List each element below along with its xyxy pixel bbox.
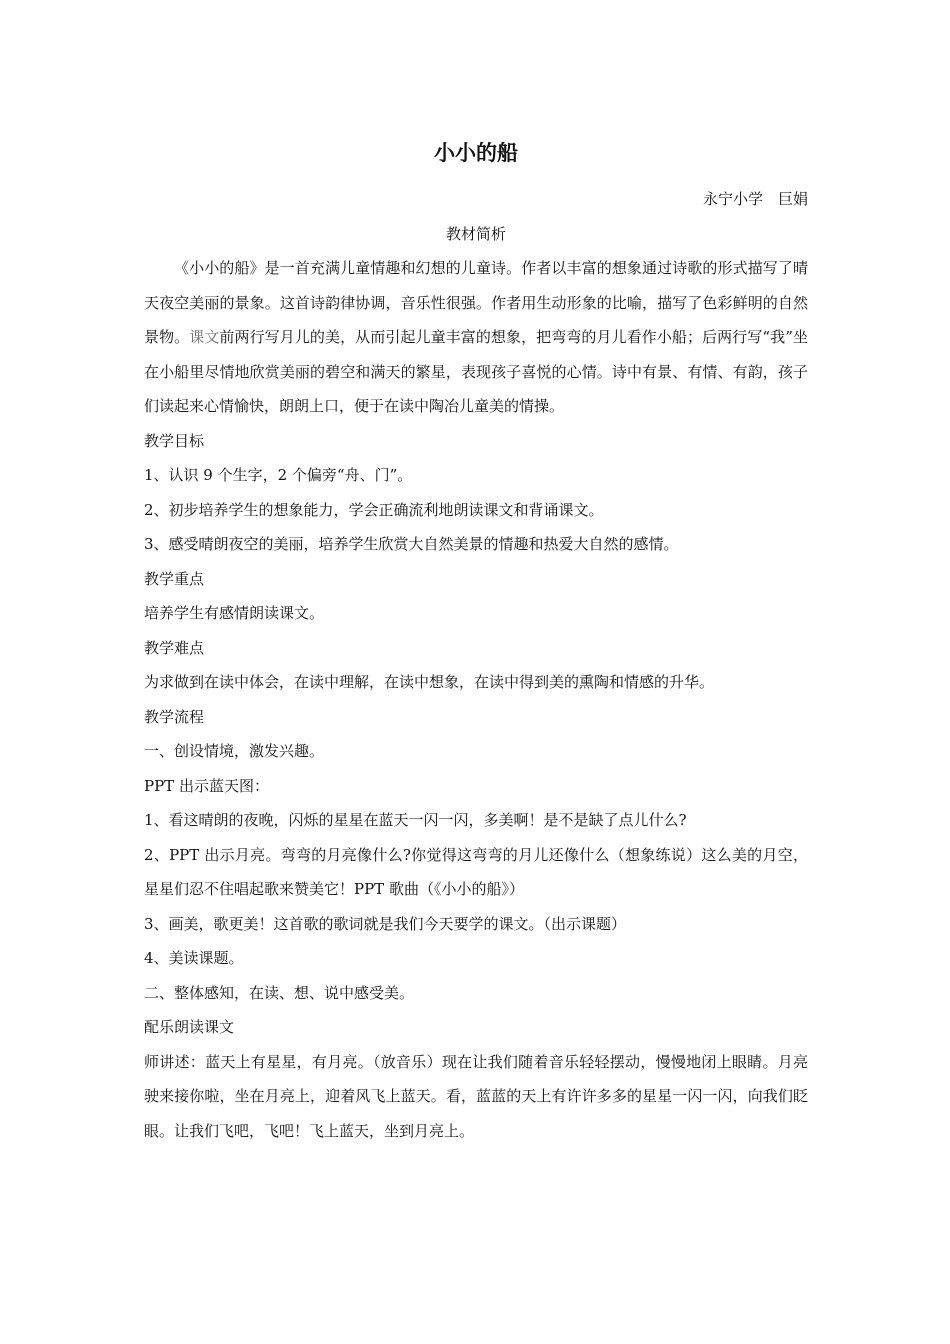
ppt-blue-sky: PPT 出示蓝天图：	[144, 776, 269, 795]
heading-process: 教学流程	[144, 707, 205, 726]
analysis-paragraph	[144, 251, 808, 424]
teacher-narration: 师讲述：蓝天上有星星，有月亮。（放音乐）现在让我们随着音乐轻轻摆动，慢慢地闭上眼睛。月亮驶来接你啦，坐在月亮上，迎着风飞上蓝天。看，蓝蓝的天上有许许多多的星星一闪一闪，向我们眨眼。让我们飞吧，飞吧！飞上蓝天，坐到月亮上。	[144, 1052, 808, 1140]
objective-3: 3、感受晴朗夜空的美丽，培养学生欣赏大自然美景的情趣和热爱大自然的感情。	[144, 535, 679, 553]
key-point-text: 培养学生有感情朗读课文。	[144, 604, 325, 622]
process-step-1: 一、创设情境，激发兴趣。	[144, 742, 325, 760]
section-heading-analysis: 教材简析	[445, 224, 506, 243]
author-line: 永宁小学 巨娟	[702, 190, 808, 208]
heading-difficulty: 教学难点	[144, 638, 205, 657]
process-step-2: 二、整体感知，在读、想、说中感受美。	[144, 983, 415, 1002]
objective-1: 1、认识 9 个生字，2 个偏旁“舟、门”。	[144, 466, 413, 484]
process-item-2: 2、PPT 出示月亮。弯弯的月亮像什么?你觉得这弯弯的月儿还像什么（想象练说）这么美的月空，星星们忍不住唱起歌来赞美它！PPT 歌曲（《小小的船》）	[144, 845, 808, 898]
process-item-4: 4、美读课题。	[144, 949, 244, 967]
analysis-text-1: 《小小的船》是一首充满儿童情趣和幻想的儿童诗。作者以丰富的想象通过诗歌的形式描写了晴天夜空美丽的景象。这首诗韵律协调，音乐性很强。作者用生动形象的比喻，描写了色彩鲜明的自然景物。	[144, 259, 808, 346]
music-reading: 配乐朗读课文	[144, 1018, 235, 1036]
difficulty-text: 为求做到在读中体会，在读中理解，在读中想象，在读中得到美的熏陶和情感的升华。	[144, 673, 715, 691]
objective-2: 2、初步培养学生的想象能力，学会正确流利地朗读课文和背诵课文。	[144, 500, 604, 519]
process-item-3: 3、画美，歌更美！这首歌的歌词就是我们今天要学的课文。（出示课题）	[144, 914, 627, 933]
analysis-text-2: 前两行写月儿的美，从而引起儿童丰富的想象，把弯弯的月儿看作小船；后两行写“我”坐在小船里尽情地欣赏美丽的碧空和满天的繁星，表现孩子喜悦的心情。诗中有景、有情、有韵，孩子们读起来心情愉快，朗朗上口，便于在读中陶冶儿童美的情操。	[144, 328, 808, 415]
process-item-1: 1、看这晴朗的夜晚，闪烁的星星在蓝天一闪一闪，多美啊！是不是缺了点儿什么?	[144, 811, 687, 829]
heading-key-point: 教学重点	[144, 569, 205, 588]
document-body	[144, 136, 808, 1148]
text-link-kewen[interactable]: 课文	[189, 328, 220, 346]
page-title: 小小的船	[434, 141, 518, 165]
heading-objectives: 教学目标	[144, 431, 205, 450]
